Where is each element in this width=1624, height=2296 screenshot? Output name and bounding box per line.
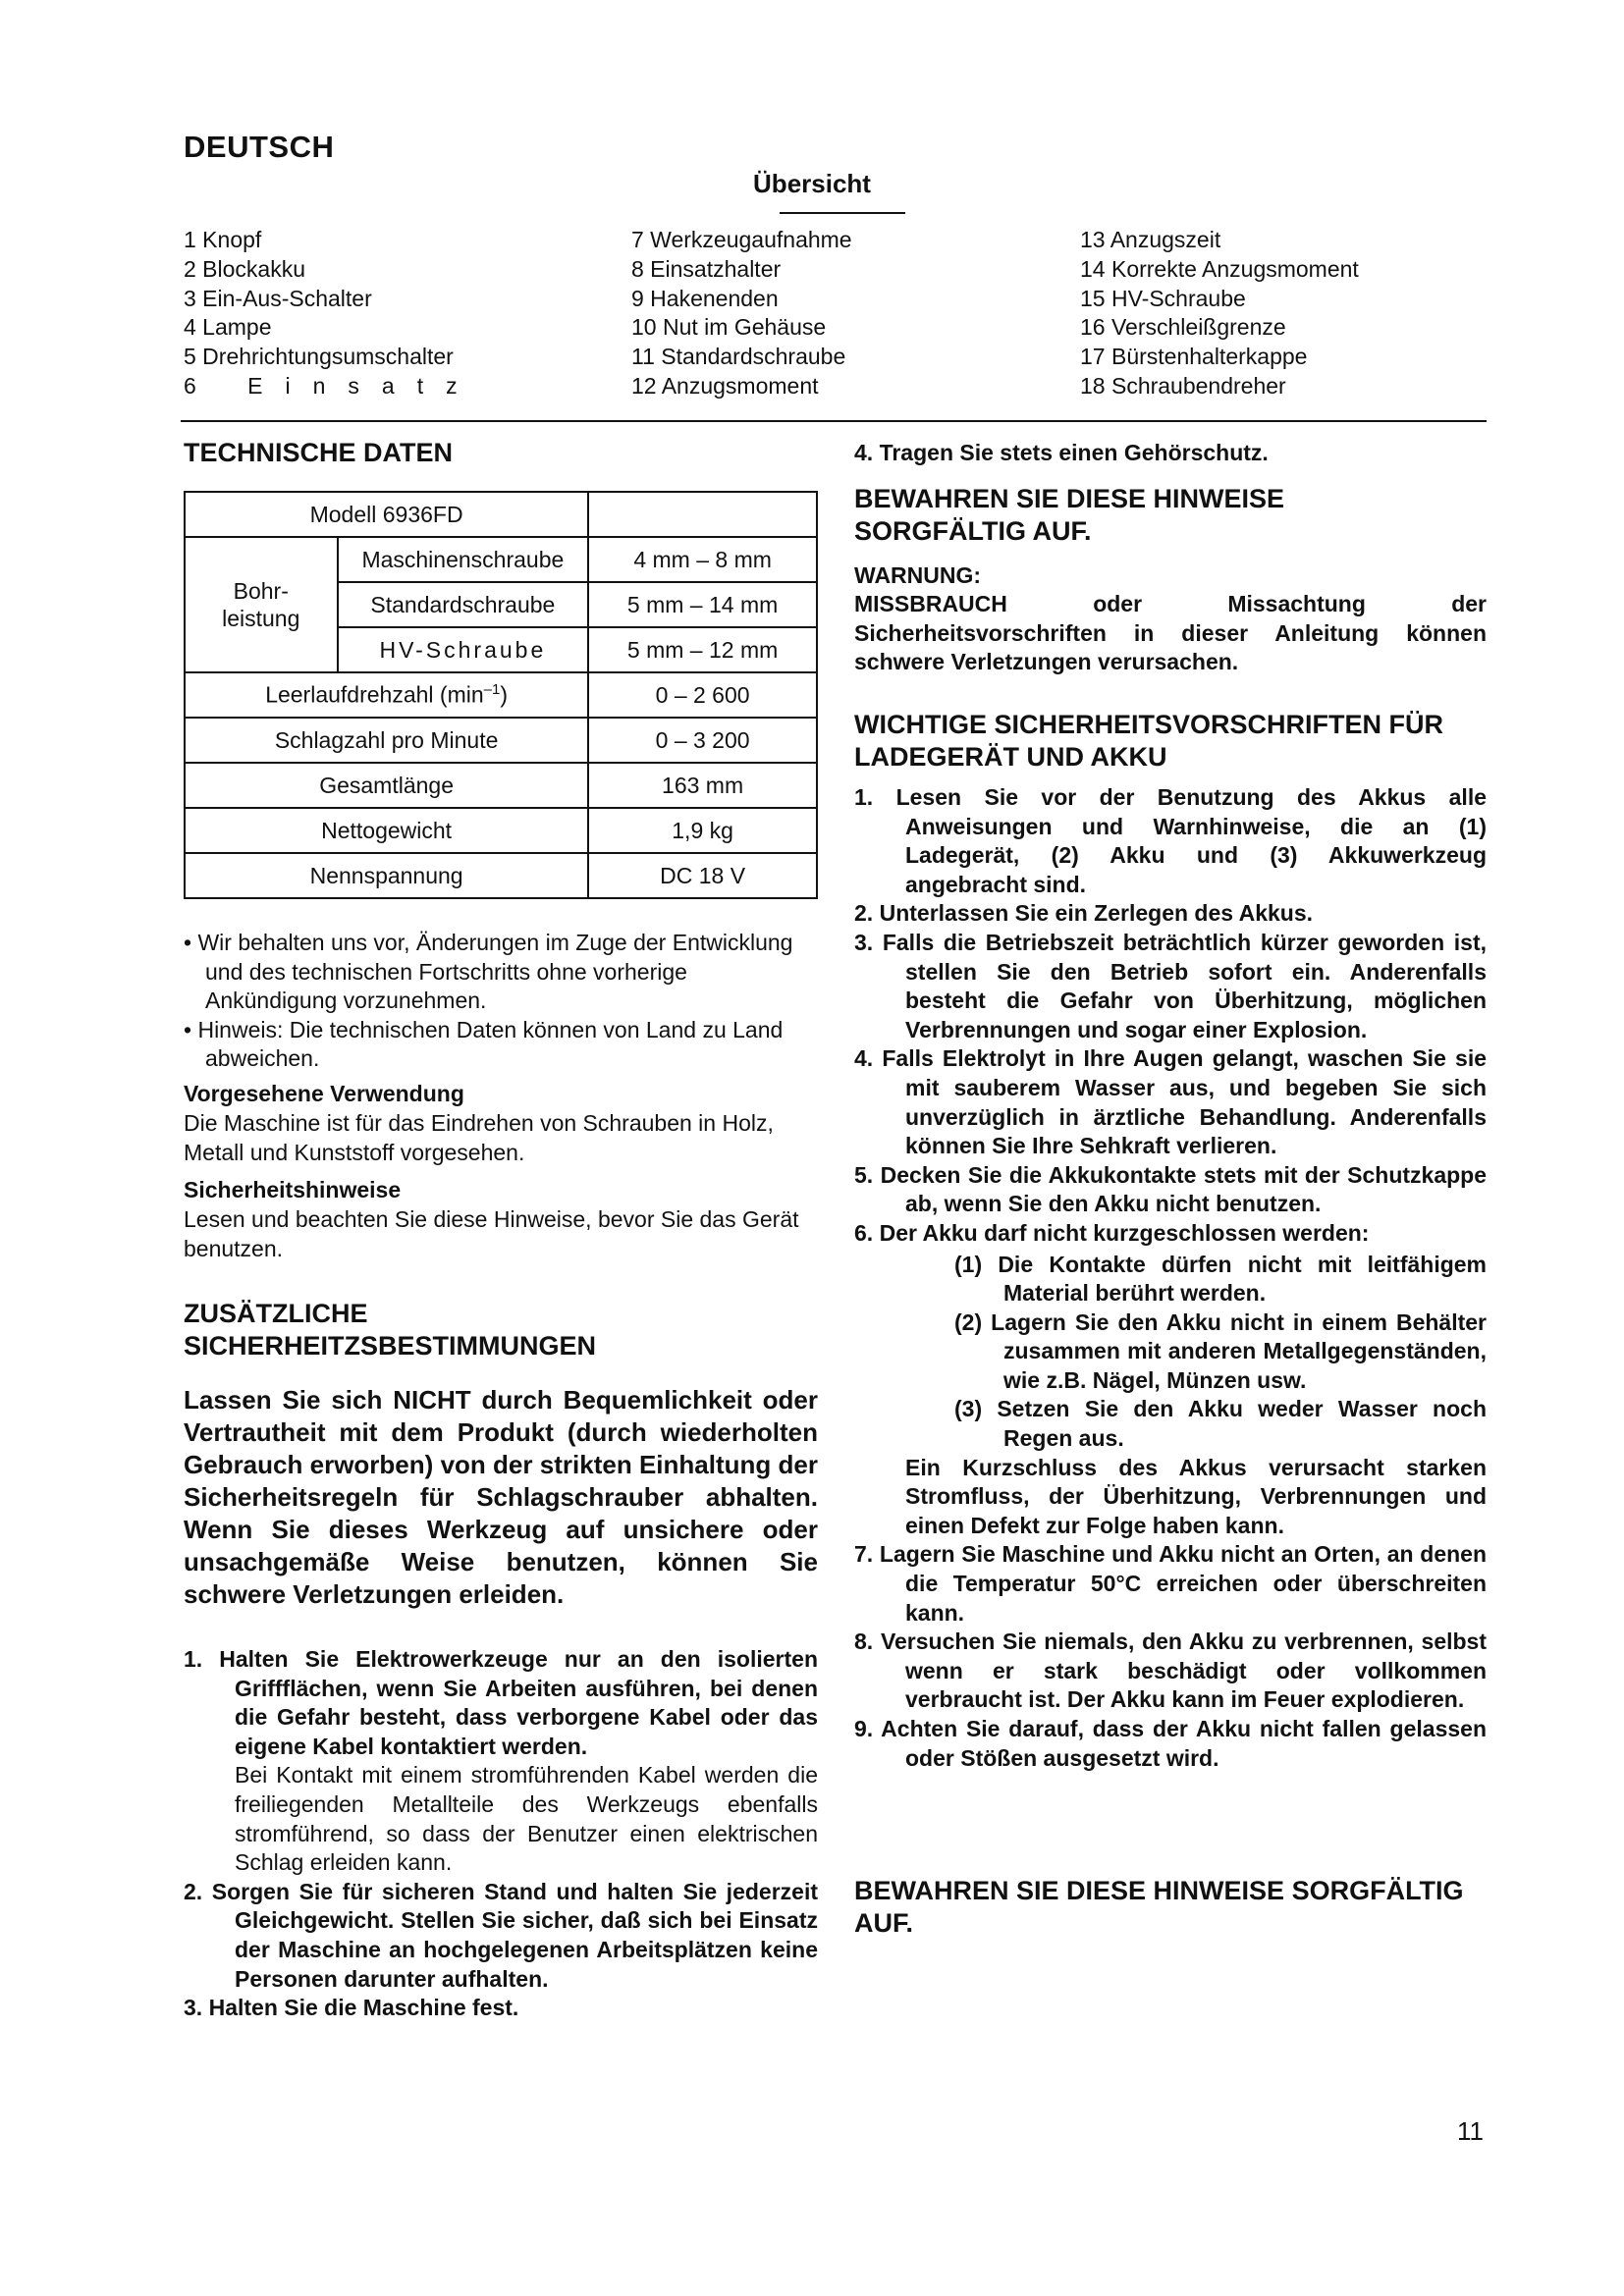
list-item bbox=[854, 899, 1487, 929]
sub-list bbox=[954, 1251, 1487, 1454]
overview-item: 6 Einsatz bbox=[184, 372, 480, 399]
sub-item: (2) Lagern Sie den Akku nicht in einem Behälter zusammen mit anderen Metallgegenständen, wie z.B. Nägel, Münzen usw. bbox=[954, 1308, 1487, 1393]
label-text-end: ) bbox=[500, 681, 508, 708]
list-item bbox=[184, 1645, 818, 1878]
overview-item: 15 HV-Schraube bbox=[1080, 285, 1246, 311]
item-text: Unterlassen Sie ein Zerlegen des Akkus. bbox=[879, 900, 1314, 927]
overview-item: 2 Blockakku bbox=[184, 255, 306, 282]
list-item: • Wir behalten uns vor, Änderungen im Zuge der Entwicklung und des technischen Fortschritts ohne vorherige Ankündigung vorzunehmen. bbox=[184, 930, 793, 1014]
list-item bbox=[854, 1540, 1487, 1628]
safety-notes-heading: Sicherheitshinweise bbox=[184, 1177, 402, 1202]
model-cell: Modell 6936FD bbox=[185, 492, 588, 537]
bohr-label-cell: Bohr- leistung bbox=[185, 537, 338, 672]
list-item bbox=[854, 783, 1487, 899]
item-number: 4. bbox=[854, 1045, 874, 1072]
overview-item: 12 Anzugsmoment bbox=[631, 372, 819, 399]
warning-label: WARNUNG: bbox=[854, 562, 982, 588]
overview-column-2 bbox=[631, 226, 852, 401]
item-text: Versuchen Sie niemals, den Akku zu verbrennen, selbst wenn er stark beschädigt oder vollkommen verbraucht ist. Der Akku kann im Feuer explodieren. bbox=[880, 1629, 1488, 1713]
table-cell-label: Nennspannung bbox=[185, 853, 588, 898]
table-cell-value: 4 mm – 8 mm bbox=[588, 537, 817, 582]
list-item bbox=[854, 1044, 1487, 1160]
item-text: Lagern Sie Maschine und Akku nicht an Orten, an denen die Temperatur 50°C erreichen oder überschreiten kann. bbox=[879, 1541, 1487, 1626]
intended-use-heading: Vorgesehene Verwendung bbox=[184, 1081, 464, 1106]
warning-text: MISSBRAUCH oder Missachtung der Sicherheitsvorschriften in dieser Anleitung können schwere Verletzungen verursachen. bbox=[854, 591, 1487, 675]
note-text: Hinweis: Die technischen Daten können von Land zu Land abweichen. bbox=[197, 1016, 784, 1072]
item-number: 8. bbox=[854, 1629, 874, 1655]
table-cell-value: 5 mm – 14 mm bbox=[588, 582, 817, 627]
sub-item: (3) Setzen Sie den Akku weder Wasser noch Regen aus. bbox=[954, 1396, 1487, 1452]
section-divider bbox=[181, 420, 1487, 422]
overview-item: 14 Korrekte Anzugsmoment bbox=[1080, 255, 1359, 282]
overview-item: 3 Ein-Aus-Schalter bbox=[184, 285, 372, 311]
keep-instructions-heading-2: BEWAHREN SIE DIESE HINWEISE SORGFÄLTIG AUF. bbox=[854, 1876, 1464, 1938]
overview-item: 4 Lampe bbox=[184, 314, 272, 341]
page-number: 11 bbox=[1457, 2116, 1484, 2146]
language-heading: DEUTSCH bbox=[184, 130, 335, 164]
overview-item: 10 Nut im Gehäuse bbox=[631, 314, 827, 341]
list-item bbox=[854, 929, 1487, 1044]
overview-item: 13 Anzugszeit bbox=[1080, 227, 1221, 252]
table-row bbox=[185, 672, 817, 718]
table-row bbox=[185, 853, 817, 898]
item-text: Falls Elektrolyt in Ihre Augen gelangt, waschen Sie sie mit sauberem Wasser aus, und begeben Sie sich unverzüglich in ärztliche Behandlung. Anderenfalls können Sie Ihre Sehkraft verlieren. bbox=[882, 1045, 1487, 1159]
table-cell-value: 163 mm bbox=[588, 763, 817, 808]
item-text: Lesen Sie vor der Benutzung des Akkus alle Anweisungen und Warnhinweise, die an (1) Ladegerät, (2) Akku und (3) Akkuwerkzeug angebracht sind. bbox=[895, 784, 1487, 897]
table-cell-label: Gesamtlänge bbox=[185, 763, 588, 808]
item-number: 3. bbox=[184, 1995, 203, 2021]
item-text: Halten Sie die Maschine fest. bbox=[208, 1995, 519, 2021]
heading-line-1: ZUSÄTZLICHE bbox=[184, 1299, 368, 1328]
item-text: Tragen Sie stets einen Gehörschutz. bbox=[879, 440, 1269, 465]
table-row bbox=[185, 537, 817, 582]
safety-notes-text: Lesen und beachten Sie diese Hinweise, bevor Sie das Gerät benutzen. bbox=[184, 1206, 799, 1261]
overview-underline bbox=[780, 212, 905, 214]
overview-item: 16 Verschleißgrenze bbox=[1080, 314, 1286, 341]
table-cell-value: DC 18 V bbox=[588, 853, 817, 898]
additional-list bbox=[184, 1645, 818, 2023]
item-number: 5. bbox=[854, 1161, 874, 1188]
overview-item: 17 Bürstenhalterkappe bbox=[1080, 344, 1308, 370]
item-text: Falls die Betriebszeit beträchtlich kürzer geworden ist, stellen Sie den Betrieb sofort ein. Anderenfalls besteht die Gefahr von Überhitzung, möglichen Verbrennungen und sogar einer Explosion. bbox=[882, 929, 1488, 1042]
table-cell-value: 1,9 kg bbox=[588, 808, 817, 853]
model-value-cell bbox=[588, 492, 817, 537]
table-cell-label: Standardschraube bbox=[338, 582, 589, 627]
list-item bbox=[854, 1715, 1487, 1773]
table-cell-label bbox=[185, 672, 588, 718]
item-number: 2. bbox=[184, 1878, 203, 1904]
overview-title: Übersicht bbox=[753, 169, 871, 198]
table-cell-label: Schlagzahl pro Minute bbox=[185, 718, 588, 763]
list-item bbox=[184, 1878, 818, 1994]
heading-line-2: SICHERHEITZSBESTIMMUNGEN bbox=[184, 1331, 597, 1361]
table-cell-label: HV-Schraube bbox=[338, 627, 589, 672]
overview-column-3 bbox=[1080, 226, 1359, 401]
note-text: Wir behalten uns vor, Änderungen im Zuge der Entwicklung und des technischen Fortschritts ohne vorherige Ankündigung vorzunehmen. bbox=[197, 930, 793, 1014]
table-cell-label: Maschinenschraube bbox=[338, 537, 589, 582]
table-cell-value: 0 – 3 200 bbox=[588, 718, 817, 763]
list-item bbox=[854, 1161, 1487, 1219]
table-row bbox=[185, 763, 817, 808]
item-text: Decken Sie die Akkukontakte stets mit der Schutzkappe ab, wenn Sie den Akku nicht benutzen. bbox=[880, 1161, 1487, 1217]
keep-instructions-heading: BEWAHREN SIE DIESE HINWEISE SORGFÄLTIG AUF. bbox=[854, 484, 1285, 546]
item-subtext: Bei Kontakt mit einem stromführenden Kabel werden die freiliegenden Metallteile des Werkzeugs ebenfalls stromführend, so dass der Benutzer einen elektrischen Schlag erleiden kann. bbox=[235, 1762, 818, 1876]
list-item bbox=[854, 1219, 1487, 1541]
overview-item: 7 Werkzeugaufnahme bbox=[631, 227, 852, 252]
item-number: 1. bbox=[854, 784, 874, 810]
item-text: Sorgen Sie für sicheren Stand und halten Sie jederzeit Gleichgewicht. Stellen Sie sicher, daß sich bei Einsatz der Maschine an hochgelegenen Arbeitsplätzen keine Personen darunter aufhalten. bbox=[211, 1878, 818, 1992]
item-number: 6. bbox=[854, 1219, 874, 1246]
list-item bbox=[854, 439, 1487, 468]
item-text: Achten Sie darauf, dass der Akku nicht fallen gelassen oder Stößen ausgesetzt wird. bbox=[881, 1716, 1487, 1771]
intended-use-text: Die Maschine ist für das Eindrehen von Schrauben in Holz, Metall und Kunststoff vorgesehen. bbox=[184, 1110, 774, 1165]
charger-battery-heading: WICHTIGE SICHERHEITSVORSCHRIFTEN FÜR LADEGERÄT UND AKKU bbox=[854, 710, 1444, 772]
overview-item: 8 Einsatzhalter bbox=[631, 255, 782, 282]
additional-intro: Lassen Sie sich NICHT durch Bequemlichkeit oder Vertrautheit mit dem Produkt (durch wiederholten Gebrauch erworben) von der strikten Einhaltung der Sicherheitsregeln für Schlagschrauber abhalten. Wenn Sie dieses Werkzeug auf unsichere oder unsachgemäße Weise benutzen, können Sie schwere Verletzungen erleiden. bbox=[184, 1385, 818, 1609]
overview-item: 11 Standardschraube bbox=[631, 344, 846, 370]
overview-column-1 bbox=[184, 226, 480, 401]
sub-item: (1) Die Kontakte dürfen nicht mit leitfähigem Material berührt werden. bbox=[954, 1251, 1487, 1307]
item-number: 3. bbox=[854, 929, 874, 955]
list-item: • Hinweis: Die technischen Daten können von Land zu Land abweichen. bbox=[184, 1016, 784, 1072]
item-tail: Ein Kurzschluss des Akkus verursacht starken Stromfluss, der Überhitzung, Verbrennungen und einen Defekt zur Folge haben kann. bbox=[905, 1454, 1487, 1538]
label-text: Leerlaufdrehzahl (min bbox=[265, 681, 484, 708]
overview-item: 9 Hakenenden bbox=[631, 285, 779, 311]
spec-table bbox=[184, 491, 818, 899]
list-item bbox=[184, 1994, 818, 2023]
table-cell-value: 5 mm – 12 mm bbox=[588, 627, 817, 672]
item-number: 2. bbox=[854, 900, 874, 927]
item-number: 4. bbox=[854, 440, 874, 465]
list-item bbox=[854, 1628, 1487, 1715]
item-number: 1. bbox=[184, 1646, 203, 1672]
item-text: Der Akku darf nicht kurzgeschlossen werden: bbox=[879, 1219, 1370, 1246]
label-superscript: –1 bbox=[483, 681, 501, 699]
overview-item: 5 Drehrichtungsumschalter bbox=[184, 344, 454, 370]
table-row bbox=[185, 492, 817, 537]
table-row bbox=[185, 718, 817, 763]
tech-notes-list bbox=[184, 929, 818, 1074]
item-number: 7. bbox=[854, 1541, 874, 1568]
table-cell-value: 0 – 2 600 bbox=[588, 672, 817, 718]
additional-safety-heading bbox=[184, 1298, 596, 1362]
item-text: Halten Sie Elektrowerkzeuge nur an den isolierten Griffflächen, wenn Sie Arbeiten ausführen, bei denen die Gefahr besteht, dass verborgene Kabel oder das eigene Kabel kontaktiert werden. bbox=[219, 1646, 818, 1759]
battery-safety-list bbox=[854, 783, 1487, 1773]
table-cell-label: Nettogewicht bbox=[185, 808, 588, 853]
overview-item: 1 Knopf bbox=[184, 227, 262, 252]
overview-item: 18 Schraubendreher bbox=[1080, 372, 1286, 399]
item-number: 9. bbox=[854, 1716, 874, 1741]
additional-list-cont bbox=[854, 439, 1487, 468]
tech-data-heading: TECHNISCHE DATEN bbox=[184, 438, 454, 467]
table-row bbox=[185, 808, 817, 853]
